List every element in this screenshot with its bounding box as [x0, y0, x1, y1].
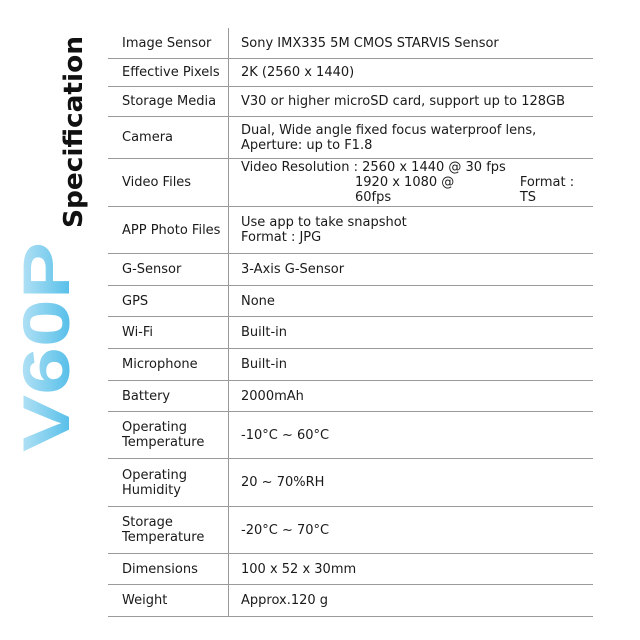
spec-value: 2000mAh — [228, 381, 593, 411]
spec-value: Approx.120 g — [228, 585, 593, 616]
spec-row-camera — [108, 117, 593, 159]
spec-label: Operating Temperature — [122, 420, 205, 450]
spec-value — [228, 159, 593, 206]
spec-value: 100 x 52 x 30mm — [228, 554, 593, 584]
spec-row-storage-media — [108, 87, 593, 117]
app-photo-line-2: Format : JPG — [241, 230, 322, 245]
spec-value — [228, 117, 593, 158]
spec-row-g-sensor — [108, 254, 593, 286]
spec-row-effective-pixels — [108, 59, 593, 87]
spec-label: GPS — [122, 293, 149, 309]
video-format: Format : TS — [519, 175, 575, 205]
spec-row-battery — [108, 381, 593, 412]
camera-line-1: Dual, Wide angle fixed focus waterproof lens, — [241, 122, 537, 138]
spec-label: Dimensions — [122, 561, 198, 577]
spec-value: Built-in — [228, 349, 593, 380]
spec-label: Wi-Fi — [122, 325, 154, 340]
spec-value: 20 ~ 70%RH — [228, 459, 593, 506]
spec-row-microphone — [108, 349, 593, 381]
spec-value — [228, 207, 593, 253]
spec-label: Microphone — [122, 357, 198, 372]
spec-row-gps — [108, 286, 593, 317]
spec-label: Operating Humidity — [122, 467, 187, 498]
video-resolution-line-2: 1920 x 1080 @ 60fps — [355, 175, 455, 205]
spec-row-app-photo-files — [108, 207, 593, 254]
spec-label: Effective Pixels — [122, 65, 220, 80]
spec-label: Image Sensor — [122, 35, 212, 51]
spec-row-weight — [108, 585, 593, 617]
spec-label: APP Photo Files — [122, 222, 221, 238]
app-photo-line-1: Use app to take snapshot — [241, 215, 407, 230]
spec-label: Camera — [122, 130, 174, 145]
spec-row-dimensions — [108, 554, 593, 585]
spec-value: Sony IMX335 5M CMOS STARVIS Sensor — [228, 28, 593, 58]
spec-value: -10°C ~ 60°C — [228, 412, 593, 458]
spec-row-video-files — [108, 159, 593, 207]
model-name: V60P — [9, 290, 83, 452]
spec-value: 3-Axis G-Sensor — [228, 254, 593, 285]
spec-label: Storage Temperature — [122, 515, 205, 545]
video-resolution-line-1: Video Resolution : 2560 x 1440 @ 30 fps — [241, 160, 506, 175]
spec-row-storage-temperature — [108, 507, 593, 554]
camera-line-2: Aperture: up to F1.8 — [241, 137, 373, 153]
spec-table — [108, 28, 593, 617]
spec-label: Weight — [122, 593, 168, 608]
spec-value: Built-in — [228, 317, 593, 348]
specification-word: Specification — [59, 38, 89, 228]
spec-row-wifi — [108, 317, 593, 349]
spec-value: None — [228, 286, 593, 316]
spec-label: G-Sensor — [122, 262, 182, 277]
spec-row-operating-humidity — [108, 459, 593, 507]
spec-value: V30 or higher microSD card, support up to 128GB — [228, 87, 593, 116]
spec-label: Storage Media — [122, 94, 217, 109]
spec-label: Battery — [122, 388, 171, 404]
spec-value: 2K (2560 x 1440) — [228, 59, 593, 86]
vertical-title-graphic — [0, 0, 100, 640]
spec-row-image-sensor — [108, 28, 593, 59]
vertical-title — [0, 0, 100, 640]
spec-label: Video Files — [122, 175, 192, 190]
spec-value: -20°C ~ 70°C — [228, 507, 593, 553]
spec-row-operating-temperature — [108, 412, 593, 459]
